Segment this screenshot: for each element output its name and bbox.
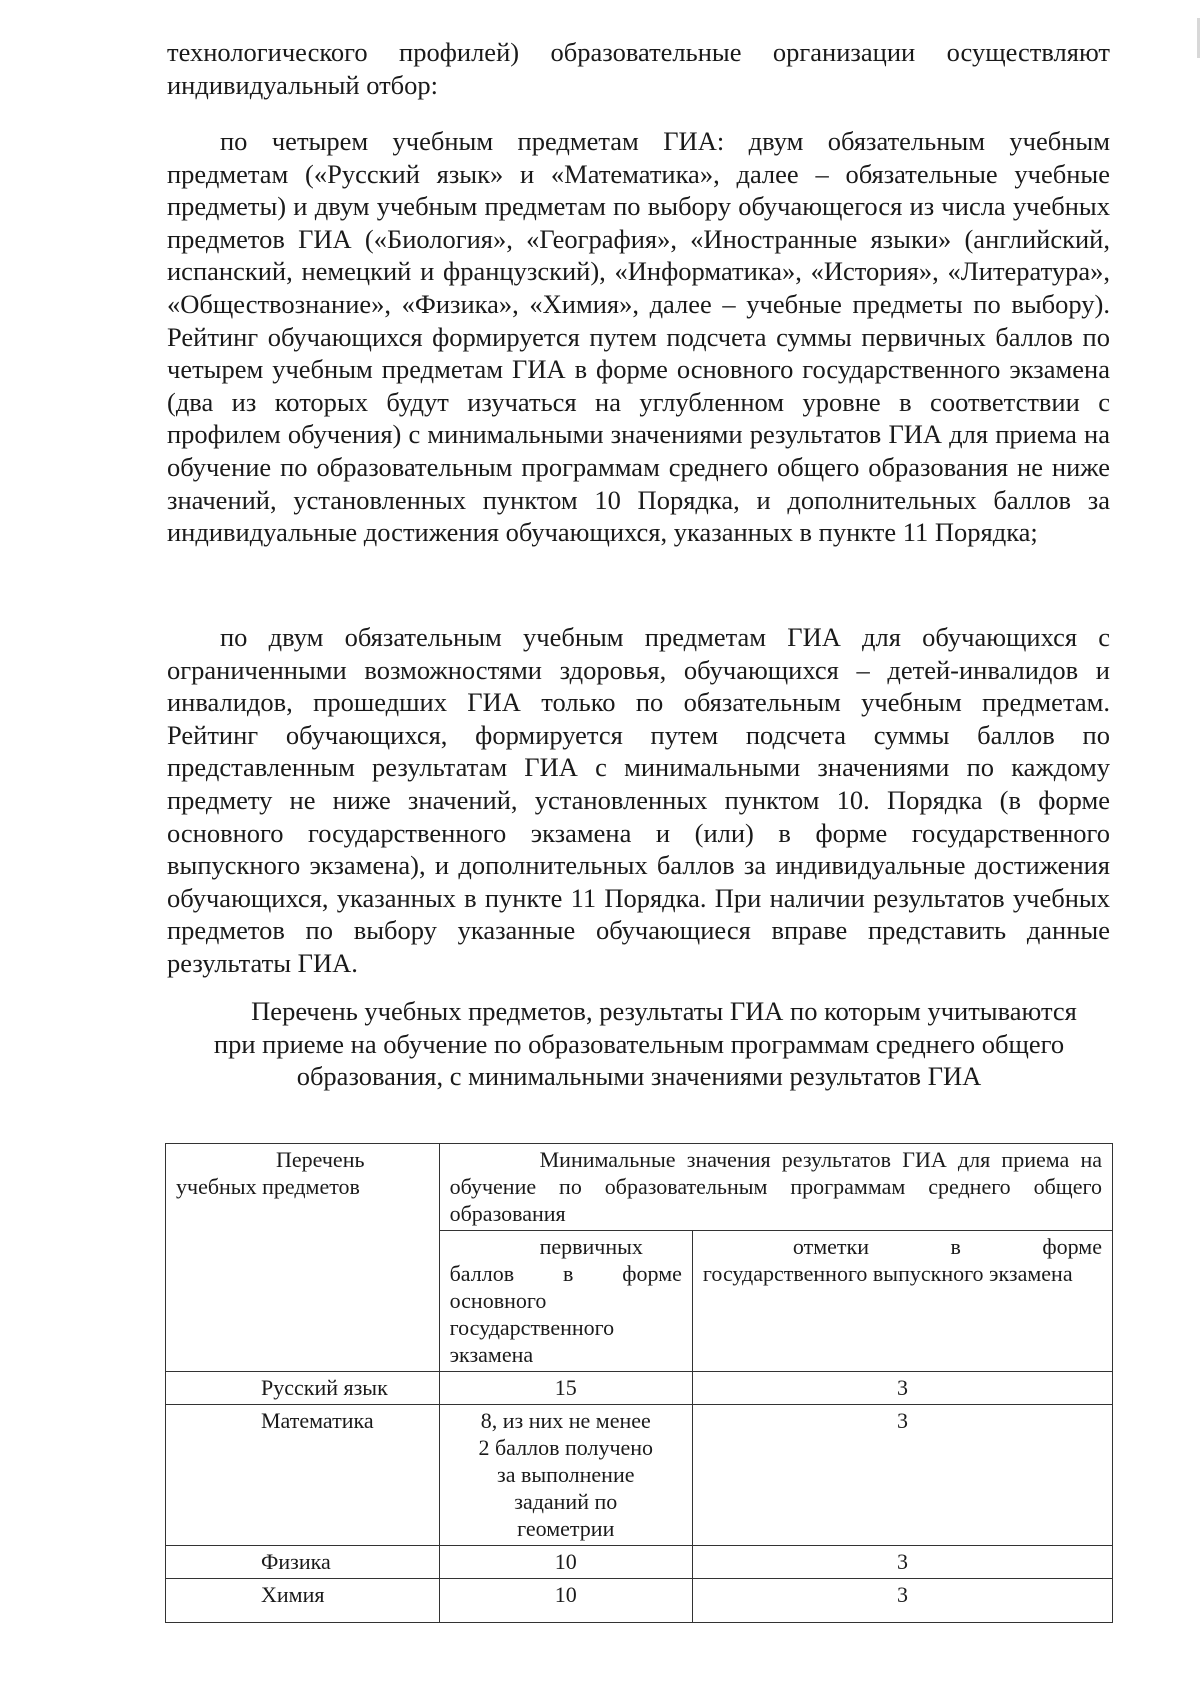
cell-gve: 3 <box>692 1372 1112 1405</box>
table-heading <box>165 995 1113 1093</box>
paragraph-intro: технологического профилей) образовательные организации осуществляют индивидуальный отбор: <box>167 37 1110 100</box>
cell-subject: Физика <box>166 1546 440 1579</box>
header-gve: отметки в форме государственного выпускного экзамена <box>692 1231 1112 1372</box>
cell-gve: 3 <box>692 1579 1112 1623</box>
header-min-values: Минимальные значения результатов ГИА для приема на обучение по образовательным программам среднего общего образования <box>439 1144 1112 1231</box>
paragraph-four-subjects: по четырем учебным предметам ГИА: двум обязательным учебным предметам («Русский язык» и «Математика», далее – обязательные учебные предметы) и двум учебным предметам по выбору обучающегося из числа учебных предметов ГИА («Биология», «География», «Иностранные языки» (английский, испанский, немецкий и французский), «Информатика», «История», «Литература», «Обществознание», «Физика», «Химия», далее – учебные предметы по выбору). Рейтинг обучающихся формируется путем подсчета суммы первичных баллов по четырем учебным предметам ГИА в форме основного государственного экзамена (два из которых будут изучаться на углубленном уровне в соответствии с профилем обучения) с минимальными значениями результатов ГИА для приема на обучение по образовательным программам среднего общего образования не ниже значений, установленных пунктом 10 Порядка, и дополнительных баллов за индивидуальные достижения обучающихся, указанных в пункте 11 Порядка; <box>167 126 1110 548</box>
table-header-row <box>166 1144 1113 1231</box>
cell-subject: Химия <box>166 1579 440 1623</box>
cell-oge: 8, из них не менее 2 баллов получено за выполнение заданий по геометрии <box>439 1405 692 1546</box>
cell-oge: 15 <box>439 1372 692 1405</box>
table-row <box>166 1372 1113 1405</box>
table-row <box>166 1579 1113 1623</box>
requirements-table <box>165 1143 1113 1623</box>
heading-line-3: образования, с минимальными значениями результатов ГИА <box>296 1061 982 1092</box>
cell-gve: 3 <box>692 1546 1112 1579</box>
paragraph-two-subjects: по двум обязательным учебным предметам ГИА для обучающихся с ограниченными возможностями здоровья, обучающихся – детей-инвалидов и инвалидов, прошедших ГИА только по обязательным учебным предметам. Рейтинг обучающихся, формируется путем подсчета суммы баллов по представленным результатам ГИА с минимальными значениями по каждому предмету не ниже значений, установленных пунктом 10. Порядка (в форме основного государственного экзамена и (или) в форме государственного выпускного экзамена), и дополнительных баллов за индивидуальные достижения обучающихся, указанных в пункте 11 Порядка. При наличии результатов учебных предметов по выбору указанные обучающиеся вправе представить данные результаты ГИА. <box>167 622 1110 978</box>
cell-oge: 10 <box>439 1546 692 1579</box>
cell-gve: 3 <box>692 1405 1112 1546</box>
cell-subject: Математика <box>166 1405 440 1546</box>
cell-subject: Русский язык <box>166 1372 440 1405</box>
table-row <box>166 1546 1113 1579</box>
heading-line-1: Перечень учебных предметов, результаты ГИА по которым учитываются <box>251 996 1077 1026</box>
table-row <box>166 1405 1113 1546</box>
header-subjects: Перечень учебных предметов <box>166 1144 440 1372</box>
header-oge: первичных баллов в форме основного государственного экзамена <box>439 1231 692 1372</box>
heading-line-2: при приеме на обучение по образовательным программам среднего общего <box>213 1028 1065 1059</box>
cell-oge: 10 <box>439 1579 692 1623</box>
